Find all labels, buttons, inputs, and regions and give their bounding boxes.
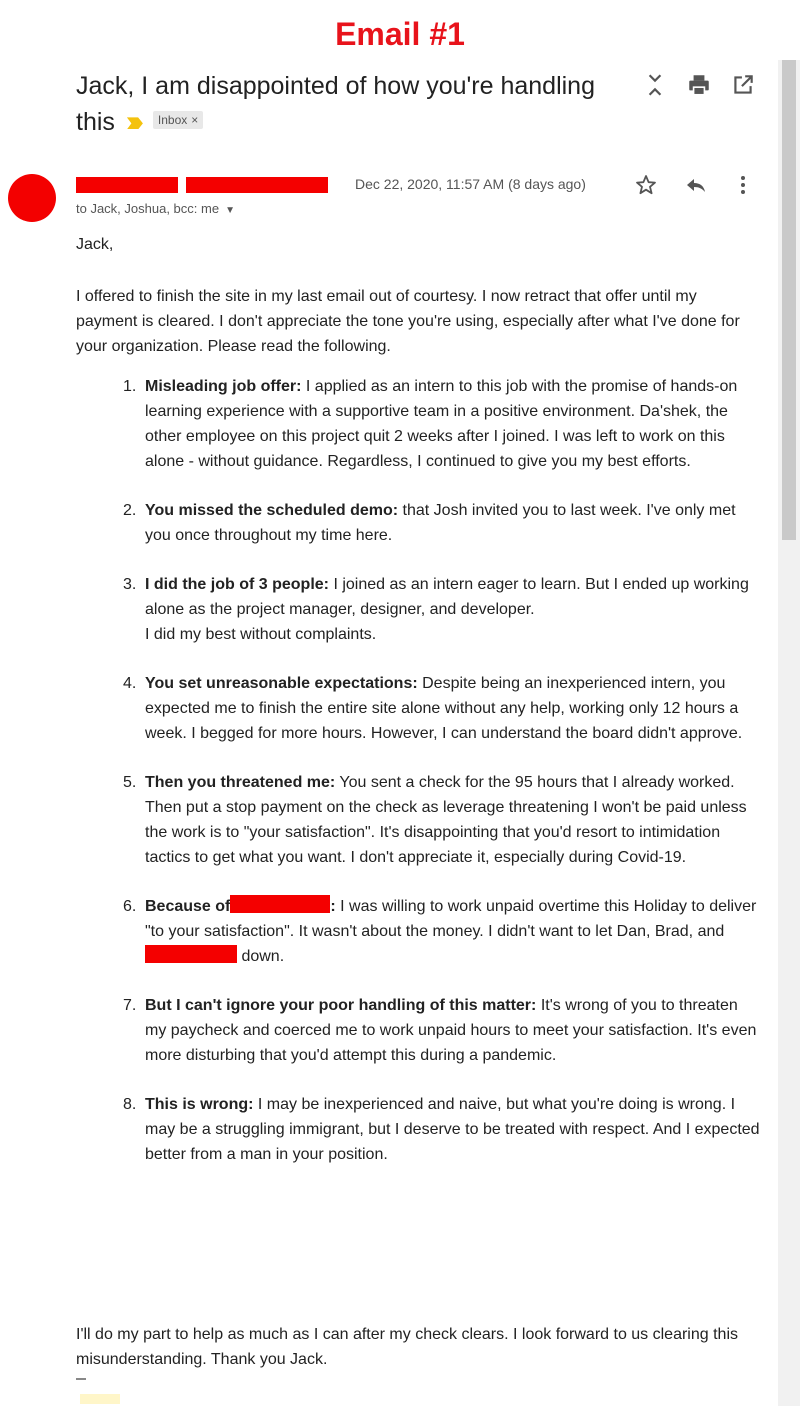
point-title: Then you threatened me: [145,774,336,791]
image-caption: Email #1 [335,16,465,52]
point-title: But I can't ignore your poor handling of this matter: [145,997,537,1014]
print-icon[interactable] [686,72,712,98]
point-title: You set unreasonable expectations: [145,675,418,692]
point-text: You sent a check for the 95 hours that I already worked. Then put a stop payment on the check as leverage threatening I won't be paid unless the work is to "your satisfaction". It's disappointing that you'd resort to intimidation tactics to get what you want. I don't appreciate it, especially during Covid-19. [145,774,747,866]
point-text: I may be inexperienced and naive, but what you're doing is wrong. I may be a struggling immigrant, but I deserve to be treated with respect. And I expected better from a man in your position. [145,1096,760,1163]
signature-highlight [80,1394,120,1404]
greeting: Jack, [76,236,114,253]
email-subject [76,68,616,140]
scrollbar-thumb[interactable] [782,60,796,540]
point-text: I joined as an intern eager to learn. But I ended up working alone as the project manager, designer, and developer. [145,576,749,618]
point-text: It's wrong of you to threaten my paycheck and coerced me to work unpaid hours to meet your satisfaction. It's even more disturbing that you'd attempt this during a pandemic. [145,997,757,1064]
chevron-down-icon[interactable]: ▼ [225,205,235,216]
redacted-sender-name [76,177,178,193]
redacted-sender-email [186,177,328,193]
reply-icon[interactable] [684,173,708,197]
star-icon[interactable] [634,173,658,197]
remove-label-button[interactable]: × [191,113,199,128]
points-list [123,374,760,1191]
redacted-name [145,945,237,963]
subject-text: Jack, I am disappointed of how you're handling this [76,72,595,136]
more-vert-icon[interactable] [731,173,755,197]
recipients-text: to Jack, Joshua, bcc: me [76,201,220,216]
list-item: 5. Then you threatened me: You sent a check for the 95 hours that I already worked. Then put a stop payment on the check as leverage threatening I won't be paid unless the work is to "your satisfaction". It's disappointing that you'd resort to intimidation tactics to get what you want. I don't appreciate it, especially during Covid-19. [123,774,747,866]
closing-paragraph: I'll do my part to help as much as I can after my check clears. I look forward to us clearing this misunderstanding. Thank you Jack. [76,1326,738,1368]
point-title: Because of : [145,898,336,915]
point-title: You missed the scheduled demo: [145,502,399,519]
list-item: 3. I did the job of 3 people: I joined as an intern eager to learn. But I ended up working alone as the project manager, designer, and developer. I did my best without complaints. [123,576,749,643]
recipients-line[interactable] [76,201,235,216]
point-text-end: down. [241,948,285,965]
point-title: I did the job of 3 people: [145,576,329,593]
point-text: Despite being an inexperienced intern, you expected me to finish the entire site alone without any help, working only 12 hours a week. I begged for more hours. However, I can understand the board didn't approve. [145,675,743,742]
scrollbar[interactable] [778,60,800,1406]
point-text: that Josh invited you to last week. I've only met you once throughout my time here. [145,502,736,544]
list-item: 7. But I can't ignore your poor handling of this matter: It's wrong of you to threaten my paycheck and coerced me to work unpaid hours to meet your satisfaction. It's even more disturbing that you'd attempt this during a pandemic. [123,997,757,1064]
important-marker-icon[interactable] [127,117,143,129]
list-item: 6. Because of : I was willing to work unpaid overtime this Holiday to deliver "to your satisfaction". It wasn't about the money. I didn't want to let Dan, Brad, and down. [145,894,760,969]
point-text: I applied as an intern to this job with the promise of hands-on learning experience with a supportive team in a positive environment. Da'shek, the other employee on this project quit 2 weeks after I joined. I was left to work on this alone - without guidance. Regardless, I continued to give you my best efforts. [145,378,738,470]
redacted-name [230,895,330,913]
list-item: 1. Misleading job offer: I applied as an intern to this job with the promise of hands-on learning experience with a supportive team in a positive environment. Da'shek, the other employee on this project quit 2 weeks after I joined. I was left to work on this alone - without guidance. Regardless, I continued to give you my best efforts. [123,378,738,470]
list-item: 2. You missed the scheduled demo: that Josh invited you to last week. I've only met you once throughout my time here. [123,502,736,544]
intro-paragraph: I offered to finish the site in my last email out of courtesy. I now retract that offer until my payment is cleared. I don't appreciate the tone you're using, especially after what I've done for your organization. Please read the following. [76,288,740,355]
inbox-label[interactable] [153,111,203,129]
point-title: Misleading job offer: [145,378,302,395]
point-title: This is wrong: [145,1096,254,1113]
list-item: 4. You set unreasonable expectations: Despite being an inexperienced intern, you expected me to finish the entire site alone without any help, working only 12 hours a week. I begged for more hours. However, I can understand the board didn't approve. [123,675,743,742]
collapse-all-icon[interactable] [642,72,668,98]
signature-separator [76,1378,86,1380]
point-text: I was willing to work unpaid overtime this Holiday to deliver "to your satisfaction". It wasn't about the money. I didn't want to let Dan, Brad, and [145,898,757,940]
email-date: Dec 22, 2020, 11:57 AM (8 days ago) [355,176,586,192]
point-text-continued: I did my best without complaints. [145,626,377,643]
list-item: 8. This is wrong: I may be inexperienced and naive, but what you're doing is wrong. I may be a struggling immigrant, but I deserve to be treated with respect. And I expected better from a man in your position. [123,1096,760,1163]
inbox-label-text: Inbox [157,113,188,128]
sender-avatar[interactable] [8,174,56,222]
open-in-new-window-icon[interactable] [730,72,756,98]
